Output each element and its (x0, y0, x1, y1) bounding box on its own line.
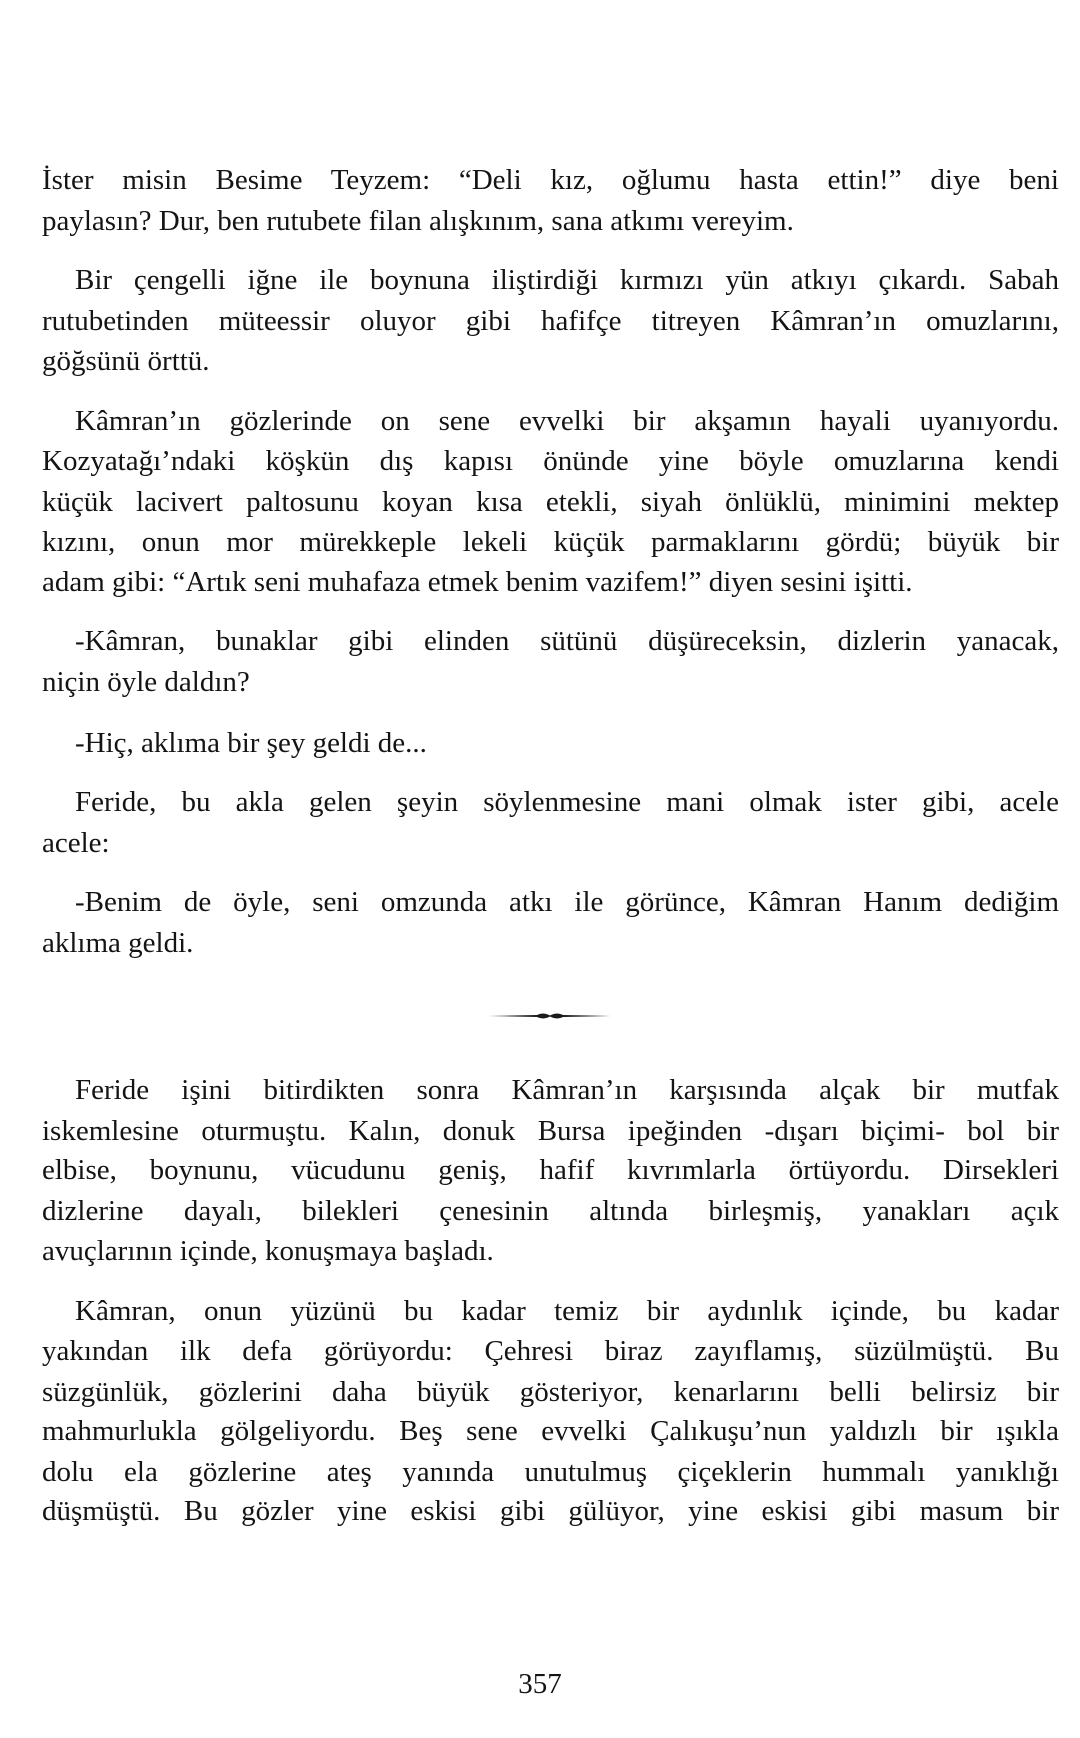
paragraph-line: dolu ela gözlerine ateş yanında unutulmuş çiçeklerin hummalı yanıklığı (42, 1455, 1059, 1488)
page-number: 357 (518, 1668, 562, 1700)
paragraph-line: -Benim de öyle, seni omzunda atkı ile görünce, Kâmran Hanım dediğim (75, 886, 1059, 919)
paragraph-line: Kâmran’ın gözlerinde on sene evvelki bir akşamın hayali uyanıyordu. (75, 404, 1059, 437)
paragraph-line: Kâmran, onun yüzünü bu kadar temiz bir aydınlık içinde, bu kadar (75, 1294, 1059, 1327)
paragraph-line: kızını, onun mor mürekkeple lekeli küçük parmaklarını gördü; büyük bir (42, 526, 1059, 559)
paragraph-line: iskemlesine oturmuştu. Kalın, donuk Bursa ipeğinden -dışarı biçimi- bol bir (42, 1114, 1059, 1147)
paragraph-line: göğsünü örttü. (42, 345, 210, 378)
paragraph-line: mahmurlukla gölgeliyordu. Beş sene evvelki Çalıkuşu’nun yaldızlı bir ışıkla (42, 1415, 1059, 1447)
paragraph-line: dizlerine dayalı, bilekleri çenesinin altında birleşmiş, yanakları açık (42, 1194, 1059, 1227)
paragraph-line: aklıma geldi. (42, 926, 194, 959)
paragraph-line: küçük lacivert paltosunu koyan kısa etekli, siyah önlüklü, minimini mektep (42, 485, 1059, 518)
paragraph-line: niçin öyle daldın? (42, 665, 250, 698)
paragraph-line: elbise, boynunu, vücudunu geniş, hafif kıvrımlarla örtüyordu. Dirsekleri (42, 1154, 1059, 1186)
paragraph-line: yakından ilk defa görüyordu: Çehresi biraz zayıflamış, süzülmüştü. Bu (42, 1335, 1059, 1368)
paragraph-line: Bir çengelli iğne ile boynuna iliştirdiği kırmızı yün atkıyı çıkardı. Sabah (75, 264, 1059, 297)
paragraph-line: adam gibi: “Artık seni muhafaza etmek benim vazifem!” diyen sesini işitti. (42, 565, 913, 598)
paragraph-line: Feride, bu akla gelen şeyin söylenmesine mani olmak ister gibi, acele (75, 786, 1059, 819)
paragraph-line: paylasın? Dur, ben rutubete filan alışkınım, sana atkımı vereyim. (42, 204, 794, 237)
section-divider-ornament-icon (487, 1009, 613, 1023)
paragraph-line: -Kâmran, bunaklar gibi elinden sütünü düşüreceksin, dizlerin yanacak, (75, 625, 1059, 658)
paragraph-line: süzgünlük, gözlerini daha büyük gösteriyor, kenarlarını belli belirsiz bir (42, 1375, 1059, 1408)
paragraph-line: Feride işini bitirdikten sonra Kâmran’ın karşısında alçak bir mutfak (75, 1074, 1059, 1107)
paragraph-line: acele: (42, 826, 110, 859)
paragraph-line: rutubetinden müteessir oluyor gibi hafifçe titreyen Kâmran’ın omuzlarını, (42, 304, 1059, 337)
paragraph-line: düşmüştü. Bu gözler yine eskisi gibi gülüyor, yine eskisi gibi masum bir (42, 1494, 1059, 1527)
paragraph-line: Kozyatağı’ndaki köşkün dış kapısı önünde yine böyle omuzlarına kendi (42, 445, 1059, 478)
paragraph-line: -Hiç, aklıma bir şey geldi de... (75, 726, 427, 759)
paragraph-line: avuçlarının içinde, konuşmaya başladı. (42, 1235, 494, 1267)
paragraph-line: İster misin Besime Teyzem: “Deli kız, oğlumu hasta ettin!” diye beni (42, 164, 1059, 196)
